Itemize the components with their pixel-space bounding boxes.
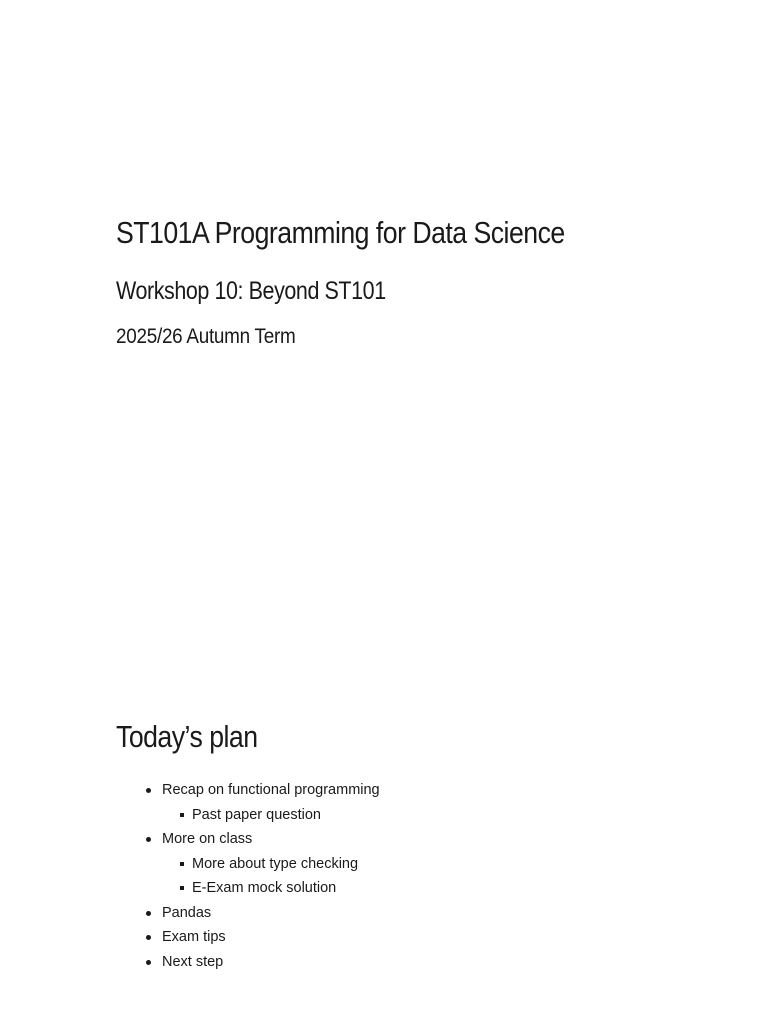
bullet-icon xyxy=(146,935,151,940)
bullet-icon xyxy=(146,960,151,965)
sub-list-item-label: More about type checking xyxy=(192,855,359,872)
list-item-label: Next step xyxy=(162,953,224,970)
course-title: ST101A Programming for Data Science xyxy=(116,215,565,250)
workshop-title: Workshop 10: Beyond ST101 xyxy=(116,277,386,305)
list-item xyxy=(146,950,380,975)
plan-heading: Today’s plan xyxy=(116,719,258,754)
list-item xyxy=(146,827,380,852)
list-item xyxy=(146,925,380,950)
list-item xyxy=(146,901,380,926)
sub-list-item xyxy=(146,852,380,877)
square-bullet-icon xyxy=(180,813,184,817)
list-item-label: Exam tips xyxy=(162,929,226,945)
list-item xyxy=(146,778,380,803)
list-item-label: Pandas xyxy=(162,904,212,921)
term-label: 2025/26 Autumn Term xyxy=(116,325,296,348)
bullet-icon xyxy=(146,788,151,793)
sub-list-item xyxy=(146,803,380,828)
bullet-icon xyxy=(146,911,151,916)
bullet-icon xyxy=(146,837,151,842)
plan-list xyxy=(146,778,380,974)
list-item-label: More on class xyxy=(162,831,253,847)
list-item-label: Recap on functional programming xyxy=(162,782,380,798)
square-bullet-icon xyxy=(180,886,184,890)
title-block xyxy=(116,212,736,351)
sub-list-item xyxy=(146,876,380,901)
square-bullet-icon xyxy=(180,862,184,866)
sub-list-item-label: E-Exam mock solution xyxy=(192,880,337,896)
sub-list-item-label: Past paper question xyxy=(192,806,321,823)
